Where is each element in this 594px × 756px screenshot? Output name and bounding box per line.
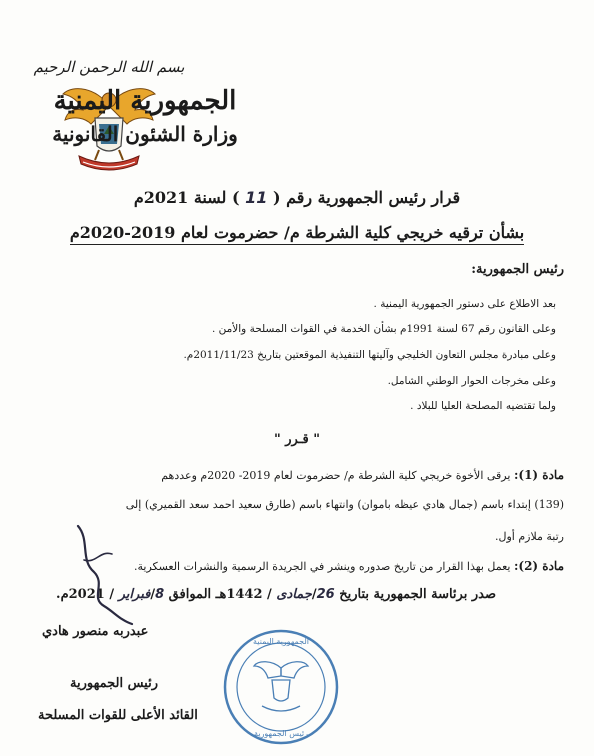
article-1-line: رتبة ملازم أول. [494,530,564,543]
article-2 [134,559,564,573]
greg-day: 8 [155,587,165,602]
basmala-text: بسم الله الرحمن الرحيم [33,58,185,76]
addressee: رئيس الجمهورية: [471,262,564,277]
greg-month: فبراير [118,587,151,602]
greg-suffix: / 2021م. [56,587,115,602]
issue-date-line: صدر برئاسة الجمهورية بتاريخ 26/جمادى / 1442هـ الموافق 8/فبراير / 2021م. [56,587,496,602]
decree-title-prefix: قرار رئيس الجمهورية رقم ( [272,188,461,207]
article-1-label: مادة (1): [513,468,564,482]
hijri-month: جمادى [276,587,312,602]
decided-heading: " قـرر " [273,432,321,447]
handwritten-signature-icon [60,520,140,630]
ministry-name: وزارة الشئون القانونية [52,122,238,146]
preamble-line: ولما تقتضيه المصلحة العليا للبلاد . [410,400,556,412]
article-1-line: (139) إبتداء باسم (جمال هادي عيظه باموان) وانتهاء باسم (طارق سعيد احمد سعد القميري) إلى [125,498,564,511]
decree-subject [0,223,594,242]
preamble-line: بعد الاطلاع على دستور الجمهورية اليمنية . [373,298,556,310]
decree-number: 11 [245,188,268,207]
signatory-name: عبدربه منصور هادي [42,624,149,639]
preamble-line: وعلى القانون رقم 67 لسنة 1991م بشأن الخدمة في القوات المسلحة والأمن . [211,323,556,335]
signatory-title: رئيس الجمهورية [70,676,158,691]
decree-title-suffix: ) لسنة 2021م [133,188,240,207]
issued-prefix: صدر برئاسة الجمهورية بتاريخ [339,587,496,602]
hijri-day: 26 [316,587,335,602]
hijri-suffix: / 1442هـ الموافق [168,587,272,602]
decree-subject-text: بشأن ترقيه خريجي كلية الشرطة م/ حضرموت لعام 2019-2020م [70,223,524,245]
signatory-role: القائد الأعلى للقوات المسلحة [38,708,198,723]
preamble-line: وعلى مخرجات الحوار الوطني الشامل. [387,375,556,387]
article-2-text: يعمل بهذا القرار من تاريخ صدوره وينشر في الجريدة الرسمية والنشرات العسكرية. [133,560,511,573]
article-1 [161,468,564,482]
decree-title [0,188,594,207]
stamp-top-text: الجمهورية اليمنية [252,637,310,646]
article-1-line: يرقى الأخوة خريجي كلية الشرطة م/ حضرموت لعام 2019- 2020م وعددهم [161,469,511,482]
stamp-bottom-text: رئيس الجمهورية [254,729,308,738]
republic-name: الجمهورية اليمنية [53,86,237,116]
presidential-stamp-icon [222,628,340,746]
article-2-label: مادة (2): [513,559,564,573]
preamble-line: وعلى مبادرة مجلس التعاون الخليجي وآليتها التنفيذية الموقعتين بتاريخ 2011/11/23م. [183,349,556,361]
